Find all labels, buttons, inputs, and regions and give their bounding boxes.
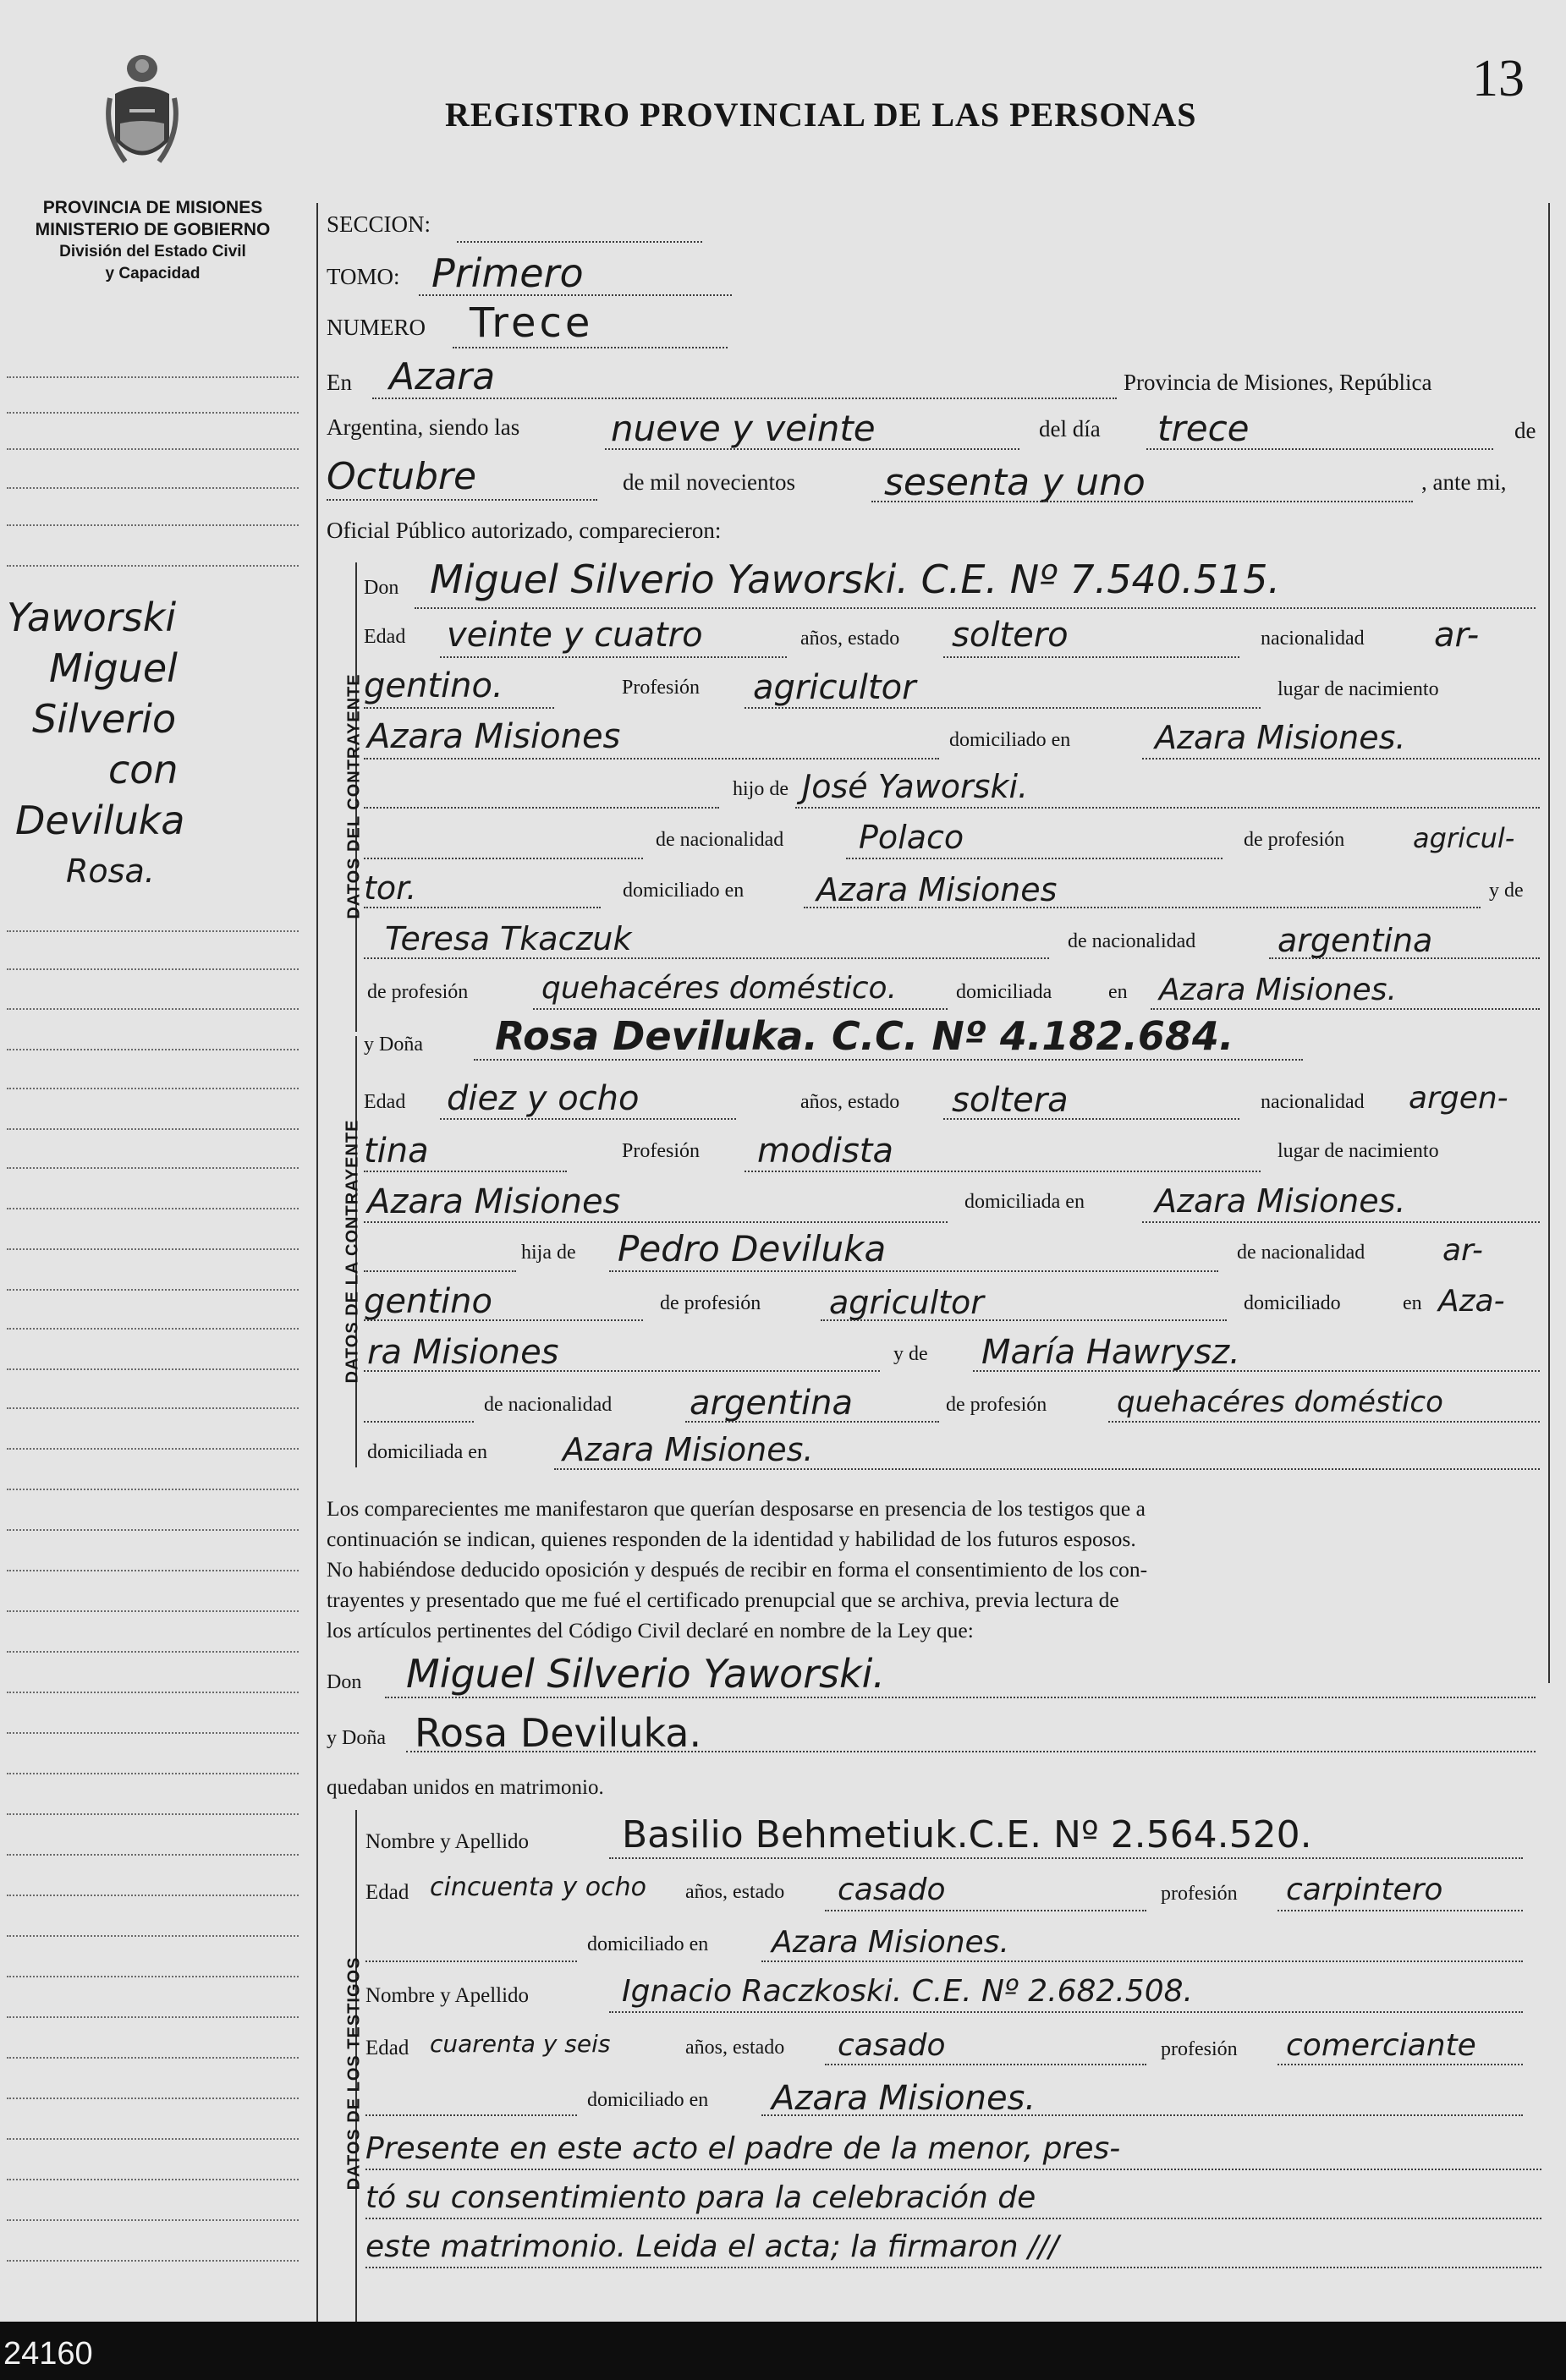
section-testigos: DATOS DE LOS TESTIGOS: [344, 1956, 364, 2191]
de-nacionalidad-label-3: de nacionalidad: [1237, 1242, 1365, 1264]
de-profesion-label: de profesión: [1244, 829, 1345, 851]
de-nacionalidad-label: de nacionalidad: [656, 829, 784, 851]
bride-padre-nac-a: ar-: [1442, 1233, 1483, 1268]
office-line: PROVINCIA DE MISIONES: [42, 198, 263, 217]
tomo-value: Primero: [431, 250, 584, 296]
dia-value: trece: [1157, 408, 1250, 449]
declaration-dona-value: Rosa Deviluka.: [415, 1710, 702, 1756]
lugar-nacimiento-label-2: lugar de nacimiento: [1278, 1140, 1439, 1162]
anos-estado-label-2: años, estado: [800, 1091, 900, 1113]
witness2-profesion-label: profesión: [1161, 2038, 1238, 2060]
witness1-edad-label: Edad: [365, 1881, 409, 1904]
bride-madre-dom: Azara Misiones.: [563, 1431, 814, 1468]
page-title: REGISTRO PROVINCIAL DE LAS PERSONAS: [445, 96, 1197, 134]
groom-edad: veinte y cuatro: [447, 616, 703, 655]
bride-name: Rosa Deviluka. C.C. Nº 4.182.684.: [495, 1013, 1234, 1059]
groom-nac-a: ar-: [1434, 616, 1480, 655]
groom-madre-prof: quehacéres doméstico.: [541, 971, 898, 1006]
ante-text: , ante mi,: [1421, 469, 1507, 495]
bride-edad: diez y ocho: [447, 1079, 640, 1118]
body-line: trayentes y presentado que me fué el certificado prenupcial que se archiva, previa lectura de: [327, 1588, 1119, 1612]
domiciliado-en-label: domiciliado en: [949, 729, 1071, 751]
domiciliada-en-label-2: domiciliada en: [367, 1441, 487, 1463]
coat-of-arms-emblem: [100, 47, 184, 174]
nombre-apellido-label-2: Nombre y Apellido: [365, 1984, 530, 2007]
groom-estado: soltero: [952, 616, 1069, 655]
declaration-don-value: Miguel Silverio Yaworski.: [406, 1651, 886, 1697]
profesion-label-2: Profesión: [622, 1140, 700, 1162]
scan-footer-strip: [0, 2322, 1566, 2380]
office-line: y Capacidad: [105, 265, 201, 282]
edad-label: Edad: [364, 626, 406, 648]
de-nacionalidad-label-4: de nacionalidad: [484, 1394, 613, 1416]
domiciliada-label: domiciliada: [956, 981, 1052, 1003]
body-line: los artículos pertinentes del Código Civil declaré en nombre de la Ley que:: [327, 1618, 974, 1642]
margin-note-line: con: [108, 747, 179, 792]
witness1-edad: cincuenta y ocho: [430, 1873, 647, 1902]
mil-text: de mil novecientos: [623, 469, 795, 495]
don-label: Don: [364, 577, 399, 599]
groom-lugar: Azara Misiones: [367, 717, 621, 756]
body-line: Los comparecientes me manifestaron que querían desposarse en presencia de los testigos que a: [327, 1496, 1146, 1521]
note-line: este matrimonio. Leida el acta; la firmaron ///: [365, 2229, 1059, 2264]
domiciliado-label: domiciliado: [1244, 1292, 1341, 1314]
groom-nac-b: gentino.: [364, 666, 503, 705]
note-line: tó su consentimiento para la celebración de: [365, 2180, 1036, 2215]
de-profesion-label-3: de profesión: [660, 1292, 761, 1314]
anio-value: sesenta y uno: [884, 461, 1146, 504]
office-block: [7, 197, 299, 285]
domiciliado-en-label-2: domiciliado en: [623, 880, 745, 902]
margin-note-line: Deviluka: [15, 798, 185, 843]
de-profesion-label-4: de profesión: [946, 1394, 1047, 1416]
en-label: En: [327, 370, 352, 395]
groom-padre-prof-a: agricul-: [1413, 822, 1515, 854]
tomo-label: TOMO:: [327, 264, 400, 289]
groom-madre: Teresa Tkaczuk: [385, 920, 632, 957]
profesion-label: Profesión: [622, 677, 700, 699]
margin-note-line: Silverio: [32, 696, 177, 742]
domiciliada-en-label: domiciliada en: [964, 1191, 1085, 1213]
body-line: continuación se indican, quienes responden de la identidad y habilidad de los futuros esposos.: [327, 1527, 1136, 1551]
y-de-label: y de: [1489, 880, 1524, 902]
office-line: División del Estado Civil: [59, 243, 246, 260]
en-label-2: en: [1108, 981, 1128, 1003]
anos-estado-label: años, estado: [800, 628, 900, 650]
witness1-profesion: carpintero: [1286, 1873, 1443, 1907]
witness2-name: Ignacio Raczkoski. C.E. Nº 2.682.508.: [622, 1974, 1193, 2009]
mes-value: Octubre: [327, 455, 477, 498]
y-dona-label: y Doña: [364, 1034, 423, 1056]
bride-padre-dom-b: ra Misiones: [367, 1333, 559, 1372]
archive-code: 24160: [3, 2336, 93, 2372]
witness2-profesion: comerciante: [1286, 2028, 1476, 2063]
groom-madre-nac: argentina: [1278, 922, 1433, 959]
body-paragraph: [327, 1494, 1147, 1646]
edad-label-2: Edad: [364, 1091, 406, 1113]
witness2-edad: cuarenta y seis: [430, 2030, 611, 2058]
office-line: MINISTERIO DE GOBIERNO: [35, 220, 271, 239]
witness1-profesion-label: profesión: [1161, 1883, 1238, 1905]
groom-padre-dom: Azara Misiones: [816, 871, 1058, 908]
y-de-label-2: y de: [893, 1343, 928, 1365]
page-number: 13: [1472, 50, 1525, 107]
declaration-dona-label: y Doña: [327, 1727, 386, 1749]
groom-madre-dom: Azara Misiones.: [1159, 973, 1397, 1007]
margin-note-line: Yaworski: [7, 595, 177, 640]
margin-note-line: Miguel: [49, 645, 178, 691]
provincia-text: Provincia de Misiones, República: [1124, 370, 1432, 395]
nombre-apellido-label: Nombre y Apellido: [365, 1830, 530, 1853]
hora-value: nueve y veinte: [611, 408, 876, 449]
witness2-domiciliado-label: domiciliado en: [587, 2089, 709, 2111]
numero-label: NUMERO: [327, 315, 426, 340]
bride-madre-prof: quehacéres doméstico: [1117, 1385, 1443, 1419]
nacionalidad-label-2: nacionalidad: [1261, 1091, 1365, 1113]
witness1-domiciliado-label: domiciliado en: [587, 1933, 709, 1955]
witness2-estado: casado: [838, 2028, 946, 2063]
groom-padre: José Yaworski.: [802, 768, 1029, 805]
bride-padre: Pedro Deviluka: [618, 1228, 887, 1270]
bride-padre-prof: agricultor: [829, 1284, 984, 1321]
declaration-don-label: Don: [327, 1671, 362, 1693]
witness2-anos-estado: años, estado: [685, 2037, 785, 2059]
de-nacionalidad-label-2: de nacionalidad: [1068, 930, 1196, 952]
oficial-text: Oficial Público autorizado, comparecieron:: [327, 518, 722, 543]
bride-estado: soltera: [952, 1081, 1069, 1120]
bride-madre: María Hawrysz.: [981, 1333, 1240, 1372]
numero-value: Trece: [470, 299, 594, 347]
witness2-domicilio: Azara Misiones.: [772, 2079, 1036, 2118]
del-dia-text: del día: [1039, 416, 1101, 441]
witness1-domicilio: Azara Misiones.: [772, 1925, 1009, 1960]
section-contrayente-1: DATOS DEL CONTRAYENTE: [344, 673, 364, 919]
bride-padre-nac-b: gentino: [364, 1282, 492, 1321]
bride-profesion: modista: [757, 1132, 893, 1171]
bride-nac-a: argen-: [1409, 1081, 1508, 1116]
bride-lugar: Azara Misiones: [367, 1182, 621, 1221]
note-line: Presente en este acto el padre de la menor, pres-: [365, 2131, 1121, 2166]
bride-madre-nac: argentina: [690, 1384, 853, 1423]
de-profesion-label-2: de profesión: [367, 981, 469, 1003]
seccion-label: SECCION:: [327, 211, 431, 237]
groom-domicilio: Azara Misiones.: [1155, 719, 1406, 756]
bride-padre-dom-a: Aza-: [1438, 1284, 1505, 1319]
en-value: Azara: [389, 355, 496, 398]
bride-domicilio: Azara Misiones.: [1155, 1182, 1406, 1220]
de-text: de: [1514, 418, 1536, 443]
unidos-text: quedaban unidos en matrimonio.: [327, 1776, 604, 1799]
hija-de-label: hija de: [521, 1242, 576, 1264]
groom-name: Miguel Silverio Yaworski. C.E. Nº 7.540.515.: [430, 557, 1281, 602]
hijo-de-label: hijo de: [733, 778, 788, 800]
lugar-nacimiento-label: lugar de nacimiento: [1278, 678, 1439, 700]
en-label-3: en: [1403, 1292, 1422, 1314]
groom-profesion: agricultor: [753, 668, 916, 707]
witness1-name: Basilio Behmetiuk.C.E. Nº 2.564.520.: [622, 1813, 1312, 1856]
margin-note: [7, 592, 185, 897]
groom-padre-prof-b: tor.: [364, 869, 417, 907]
witness1-anos-estado: años, estado: [685, 1881, 785, 1903]
handwritten-notes: [365, 2125, 1120, 2272]
nacionalidad-label: nacionalidad: [1261, 628, 1365, 650]
bride-nac-b: tina: [364, 1132, 429, 1171]
body-line: No habiéndose deducido oposición y después de recibir en forma el consentimiento de los con-: [327, 1557, 1148, 1582]
argentina-text: Argentina, siendo las: [327, 414, 520, 440]
margin-note-line: Rosa.: [66, 853, 155, 890]
groom-padre-nac: Polaco: [859, 819, 964, 856]
section-contrayente-2: DATOS DE LA CONTRAYENTE: [343, 1119, 362, 1384]
witness1-estado: casado: [838, 1873, 946, 1907]
witness2-edad-label: Edad: [365, 2037, 409, 2059]
